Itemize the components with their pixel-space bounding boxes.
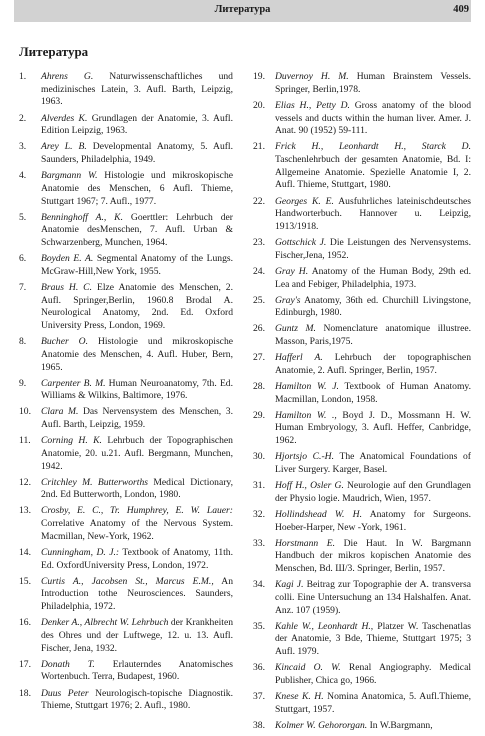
reference-text [41,212,233,250]
reference-author: Carpenter B. M. [41,377,106,389]
reference-author: Hamilton W. J. [275,380,339,392]
reference-number: 26. [253,323,265,335]
reference-author: Hafferl A. [275,352,323,364]
reference-number: 18. [19,687,31,699]
reference-details: Die Haut. In W. Bargmann Handbuch der mikros kopischen Anatomie des Menschen, Bd. Ш/3. Springer, Berlin, 1957. [275,537,471,575]
reference-number: 37. [253,690,265,702]
reference-item [253,352,471,377]
reference-item [253,100,471,138]
reference-details: Taschenlehrbuch der gesamten Anatomie, Bd. I: Allgemeine Anatomie. Spezielle Anatomie I, 2. Aufl. Thieme, Stuttgart, 1980. [275,154,471,191]
reference-text [275,352,471,377]
reference-text [275,410,471,448]
reference-details: Medical Dictionary, 2nd. Ed Butterworth, London, 1980. [41,476,233,501]
reference-author: Hollindshead W. H. [275,508,362,520]
reference-text [41,378,233,403]
reference-item [253,538,471,576]
reference-text [275,451,471,476]
reference-text [275,71,471,96]
reference-author: Boyden E. A. [41,253,94,265]
reference-item [253,381,471,406]
reference-item [19,505,233,543]
reference-text [41,505,233,543]
reference-text [275,295,471,320]
reference-number: 12. [19,476,31,488]
reference-text [275,100,471,138]
reference-number: 22. [253,195,265,207]
reference-author: Hoff H., Osler G. [275,480,344,492]
reference-item [19,212,233,250]
reference-item [253,196,471,234]
reference-author: Corning H. K. [41,435,102,447]
reference-details: Das Nervensystem des Menschen, 3. Aufl. Barth, Leipzig, 1959. [41,406,233,431]
reference-author: Alverdes K. [41,112,88,124]
reference-text [275,720,471,733]
reference-author: Gray H. [275,265,309,277]
reference-text [41,659,233,684]
reference-text [41,170,233,208]
reference-number: 19. [253,71,265,82]
reference-number: 21. [253,141,265,153]
reference-details: Gross anatomy of the blood vessels and ducts within the human liver. Amer. J. Anat. 90 (1952) 59-111. [275,99,471,137]
reference-item [19,435,233,473]
reference-text [41,336,233,374]
reference-number: 6. [19,253,27,265]
reference-details: Neurologisch-topische Diagnostik. Thieme, Stuttgart 1976; 2. Aufl., 1980. [41,687,234,712]
reference-details: Goerttler: Lehrbuch der Anatomie desMenschen, 7. Aufl. Urban & Schwarzenberg, Munchen, 1964. [41,211,233,248]
reference-item [19,617,233,655]
reference-details: Human Brainstem Vessels. Springer, Berlin,1978. [275,71,472,95]
reference-author: Hjortsjo C.-H. [275,451,334,463]
reference-text [41,617,233,655]
reference-author: Kolmer W. Gehororgan. [275,719,368,731]
reference-item [19,659,233,684]
reference-author: Elias H., Petty D. [275,99,350,111]
reference-number: 24. [253,265,265,277]
reference-text [275,381,471,406]
reference-author: Arey L. B. [41,141,87,153]
reference-number: 29. [253,409,265,421]
reference-item [253,266,471,291]
reference-number: 10. [19,406,31,418]
reference-details: Beitrag zur Topographie der A. transversa colli. Eine Untersuchung an 134 Halshalfen. Anat. Anz. 107 (1959). [275,579,471,616]
reference-text [41,282,233,333]
reference-author: Kagi J. [275,579,304,591]
running-header-title: Литература [214,4,271,15]
reference-details: Anatomy of the Human Body, 29th ed. Lea and Febiger, Philadelphia, 1973. [275,265,471,290]
reference-item [19,688,233,713]
reference-author: Guntz M. [275,323,316,335]
reference-text [41,547,233,572]
reference-item [19,406,233,431]
reference-details: Boyd J. D., Mossmann H. W. Human Embryology, 3. Aufl. Heffer, Canbridge, 1962. [275,409,471,447]
reference-author: Frick H., Leonhardt H., Starck D. [275,141,471,153]
reference-column-right [253,71,471,736]
reference-details: The Anatomical Foundations of Liver Surgery. Karger, Basel. [275,451,471,475]
reference-number: 2. [19,112,27,124]
reference-text [275,323,471,348]
reference-number: 25. [253,294,265,306]
reference-details: An Introduction tothe Neurosciences. Saunders, Philadelphia, 1972. [41,575,233,613]
reference-item [19,336,233,374]
reference-number: 14. [19,546,31,558]
reference-details: Neurologie auf den Grundlagen der Physio logie. Maudrich, Wien, 1957. [275,480,471,504]
reference-author: Duus Peter [41,687,89,699]
reference-number: 8. [19,336,27,348]
reference-details: Histologie und mikroskopische Anatomie des Menschen, 6 Aufl. Thieme, Stuttgart 1967; 7. Aufl., 1977. [41,170,233,207]
reference-author: Horstmann E. [275,537,336,549]
reference-number: 7. [19,281,27,293]
page-number: 409 [453,4,469,15]
reference-item [19,477,233,502]
reference-number: 17. [19,658,31,670]
reference-author: Hamilton W. ., [275,409,337,421]
reference-item [19,282,233,333]
reference-text [41,576,233,614]
reference-details: Grundlagen der Anatomie, 3. Aufl. Edition Leipzig, 1963. [41,112,233,137]
reference-text [41,141,233,166]
reference-details: Histologie und mikroskopische Anatomie des Menschen, 4. Aufl. Huber, Bern, 1965. [41,336,233,373]
reference-item [253,451,471,476]
reference-author: Duvernoy H. M. [275,71,349,82]
reference-author: Ahrens G. [41,71,94,82]
reference-number: 23. [253,237,265,248]
reference-item [253,71,471,96]
reference-details: Naturwissenschaftliches und medizinisches Latein, 3. Aufl. Barth, Leipzig, 1963. [41,71,233,108]
reference-number: 38. [253,719,265,731]
reference-item [19,113,233,138]
reference-author: Curtis A., Jacobsen St., Marcus E.M., [41,575,214,587]
running-header [14,0,471,22]
reference-author: Critchley M. Butterworths [41,476,148,488]
reference-item [19,253,233,278]
reference-details: Textbook of Human Anatomy. Macmillan, London, 1958. [275,380,471,405]
reference-author: Crosby, E. C., Tr. Humphrey, E. W. Lauer: [41,505,233,517]
reference-item [253,237,471,262]
reference-number: 35. [253,620,265,632]
reference-text [275,509,471,534]
reference-number: 4. [19,170,27,182]
reference-text [275,538,471,576]
reference-number: 34. [253,579,265,591]
reference-number: 9. [19,377,27,389]
reference-text [41,113,233,138]
reference-text [275,621,471,659]
reference-details: In W.Bargmann, [367,719,433,731]
section-title: Литература [19,44,89,59]
reference-details: Anatomy for Surgeons. Hoeber-Harper, New -York, 1961. [275,508,471,533]
reference-text [275,141,471,192]
reference-number: 5. [19,211,27,223]
reference-item [253,480,471,505]
reference-item [253,579,471,617]
reference-author: Bucher O. [41,336,88,348]
reference-author: Benninghoff A., K. [41,211,123,223]
reference-author: Cunningham, D. J.: [41,546,120,558]
reference-number: 31. [253,480,265,492]
reference-number: 15. [19,575,31,587]
reference-number: 1. [19,71,27,82]
reference-author: Braus H. C. [41,281,92,293]
reference-text [275,662,471,687]
reference-text [275,579,471,617]
reference-number: 30. [253,451,265,463]
reference-author: Kahle W., Leonhardt H., [275,620,374,632]
reference-number: 32. [253,508,265,520]
reference-item [253,509,471,534]
reference-author: Kincaid O. W. [275,662,341,674]
reference-author: Georges K. E. [275,195,334,207]
reference-details: Anatomy, 36th ed. Churchill Livingstone, Edinburgh, 1980. [275,294,471,319]
reference-text [275,237,471,262]
reference-number: 36. [253,662,265,674]
reference-number: 27. [253,352,265,364]
reference-item [19,576,233,614]
reference-details: der Krankheiten des Ohres und der Luftwege, 12. u. 13. Aufl. Fischer, Jena, 1932. [41,617,233,654]
reference-author: Denker A., Albrecht W. Lehrbuch [41,617,169,629]
reference-details: Elze Anatomie des Menschen, 2. Aufl. Springer,Berlin, 1960.8 Brodal A. Neurological Anatomy, 2nd. Ed. Oxford University Press, London, 1969. [41,281,234,331]
reference-text [41,688,233,713]
reference-item [253,295,471,320]
reference-author: Clara M. [41,406,79,418]
reference-details: Die Leistungen des Nervensystems. Fischer,Jena, 1952. [275,237,471,261]
reference-item [19,170,233,208]
reference-number: 16. [19,617,31,629]
reference-details: Lehrbuch der Topographischen Anatomie, 20. u.21. Aufl. Bergmann, Munchen, 1942. [41,435,233,472]
reference-item [19,547,233,572]
reference-text [41,253,233,278]
reference-author: Gottschick J. [275,237,327,248]
reference-item [253,410,471,448]
reference-details: Nomenclature anatomique illustree. Masson, Paris,1975. [275,323,471,348]
reference-details: Erlauterndes Anatomisches Wortenbuch. Terra, Budapest, 1960. [41,658,233,683]
reference-details: Correlative Anatomy of the Nervous System. Macmillan, New-York, 1962. [41,518,233,542]
reference-number: 20. [253,99,265,111]
reference-item [253,720,471,733]
reference-author: Knese K. H. [275,690,324,702]
reference-item [253,323,471,348]
reference-item [19,378,233,403]
reference-number: 33. [253,537,265,549]
reference-details: Textbook of Anatomy, 11th. Ed. OxfordUniversity Press, London, 1972. [41,546,233,571]
reference-number: 11. [19,435,31,447]
reference-author: Gray's [275,294,301,306]
reference-item [19,141,233,166]
reference-text [41,477,233,502]
reference-text [275,691,471,716]
reference-item [253,662,471,687]
reference-details: Platzer W. Taschenatlas der Anatomie, 3 Bde, Thieme, Stuttgart 1975; 3 Aufl. 1979. [275,620,471,658]
reference-item [253,691,471,716]
reference-text [275,266,471,291]
reference-item [253,141,471,192]
reference-item [253,621,471,659]
reference-details: Developmental Anatomy, 5. Aufl. Saunders, Philadelphia, 1949. [41,141,233,165]
reference-text [275,480,471,505]
reference-column-left [19,71,233,716]
reference-details: Renal Angiography. Medical Publisher, Chica go, 1966. [275,662,471,686]
reference-text [275,196,471,234]
reference-number: 13. [19,505,31,517]
reference-details: Ausfuhrliches lateinischdeutsches Handworterbuch. Hannover u. Leipzig, 1913/1918. [275,195,471,232]
reference-details: Nomina Anatomica, 5. Aufl.Thieme, Stuttgart, 1957. [275,690,471,715]
reference-details: Human Neuroanatomy, 7th. Ed. Williams & Wilkins, Baltimore, 1976. [41,377,233,402]
reference-number: 3. [19,141,27,153]
reference-number: 28. [253,380,265,392]
reference-text [41,406,233,431]
reference-details: Segmental Anatomy of the Lungs. McGraw-Hill,New York, 1955. [41,253,233,277]
reference-text [41,71,233,109]
reference-text [41,435,233,473]
reference-author: Bargmann W. [41,170,98,182]
reference-details: Lehrbuch der topographischen Anatomie, 2. Aufl. Springer, Berlin, 1957. [275,352,471,376]
reference-item [19,71,233,109]
reference-author: Donath T. [41,658,95,670]
